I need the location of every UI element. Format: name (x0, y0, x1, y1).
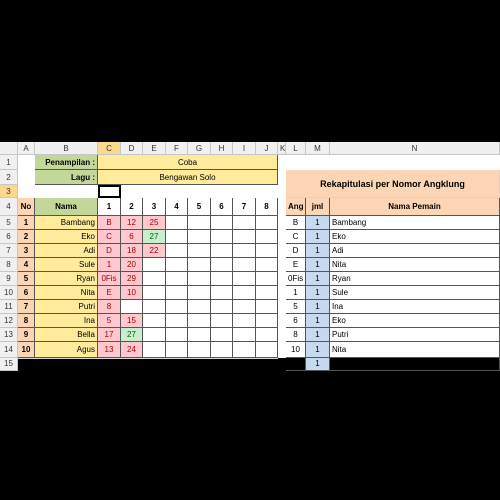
player-name[interactable]: Bambang (35, 216, 98, 230)
empty-cell[interactable] (256, 358, 278, 359)
column-header-k[interactable]: K (280, 144, 286, 153)
angklung-cell[interactable]: B (98, 216, 121, 230)
angklung-cell[interactable] (256, 216, 278, 230)
angklung-cell[interactable] (256, 258, 278, 272)
angklung-cell[interactable] (211, 286, 233, 300)
angklung-cell[interactable] (256, 300, 278, 314)
angklung-cell[interactable]: 25 (143, 216, 166, 230)
empty-cell[interactable] (233, 358, 256, 359)
player-name[interactable]: Eko (35, 230, 98, 244)
header-nama: Nama (35, 198, 98, 216)
recap-jml[interactable]: 1 (306, 328, 330, 342)
recap-ang[interactable]: D (286, 244, 306, 258)
recap-header-nama: Nama Pemain (330, 198, 500, 216)
lagu-value[interactable]: Bengawan Solo (98, 170, 278, 185)
row-no: 8 (18, 314, 35, 328)
header-angklung-1: 1 (98, 198, 121, 216)
angklung-cell[interactable] (166, 342, 188, 358)
row-header-2[interactable]: 2 (0, 170, 18, 185)
angklung-cell[interactable] (166, 286, 188, 300)
angklung-cell[interactable]: 15 (121, 314, 143, 328)
recap-jml[interactable]: 1 (306, 244, 330, 258)
angklung-cell[interactable] (211, 328, 233, 342)
row-header-1[interactable]: 1 (0, 155, 18, 170)
angklung-cell[interactable] (211, 342, 233, 358)
player-name[interactable]: Ina (35, 314, 98, 328)
angklung-cell[interactable]: 6 (121, 230, 143, 244)
angklung-cell[interactable] (211, 216, 233, 230)
angklung-cell[interactable] (188, 286, 211, 300)
angklung-cell[interactable] (166, 230, 188, 244)
recap-nama[interactable]: Sule (330, 286, 500, 300)
angklung-cell[interactable] (166, 314, 188, 328)
player-name[interactable]: Bella (35, 328, 98, 342)
angklung-cell[interactable] (188, 314, 211, 328)
recap-header-ang: Ang (286, 198, 306, 216)
column-header-n[interactable]: N (330, 142, 500, 155)
row-header-13[interactable]: 13 (0, 328, 18, 342)
recap-jml[interactable]: 1 (306, 216, 330, 230)
angklung-cell[interactable] (256, 244, 278, 258)
angklung-cell[interactable]: 10 (121, 286, 143, 300)
angklung-cell[interactable] (143, 314, 166, 328)
header-angklung-6: 6 (211, 198, 233, 216)
recap-ang[interactable]: 1 (286, 286, 306, 300)
player-name[interactable]: Ryan (35, 272, 98, 286)
angklung-cell[interactable] (188, 342, 211, 358)
row-header-15[interactable]: 15 (0, 358, 18, 371)
recap-jml[interactable]: 1 (306, 358, 330, 371)
recap-ang[interactable]: 8 (286, 328, 306, 342)
lagu-label: Lagu : (35, 170, 98, 185)
angklung-cell[interactable] (256, 328, 278, 342)
angklung-cell[interactable] (188, 230, 211, 244)
column-header-a[interactable]: A (18, 142, 35, 155)
recap-nama[interactable]: Nita (330, 342, 500, 358)
row-no: 4 (18, 258, 35, 272)
angklung-cell[interactable]: 24 (121, 342, 143, 358)
angklung-cell[interactable]: 18 (121, 244, 143, 258)
angklung-cell[interactable] (188, 216, 211, 230)
angklung-cell[interactable] (143, 272, 166, 286)
column-header-l[interactable]: L (286, 142, 306, 155)
angklung-cell[interactable]: 5 (98, 314, 121, 328)
angklung-cell[interactable]: 12 (121, 216, 143, 230)
recap-ang[interactable]: B (286, 216, 306, 230)
angklung-cell[interactable] (256, 272, 278, 286)
angklung-cell[interactable] (211, 314, 233, 328)
select-all-corner[interactable] (0, 142, 18, 155)
angklung-cell[interactable] (211, 230, 233, 244)
header-angklung-5: 5 (188, 198, 211, 216)
recap-nama[interactable]: Eko (330, 314, 500, 328)
angklung-cell[interactable] (256, 230, 278, 244)
angklung-cell[interactable]: 22 (143, 244, 166, 258)
angklung-cell[interactable] (143, 300, 166, 314)
recap-ang[interactable]: C (286, 230, 306, 244)
player-name[interactable]: Putri (35, 300, 98, 314)
recap-jml[interactable]: 1 (306, 314, 330, 328)
recap-ang[interactable]: 10 (286, 342, 306, 358)
recap-ang[interactable]: E (286, 258, 306, 272)
angklung-cell[interactable] (166, 300, 188, 314)
angklung-cell[interactable] (233, 328, 256, 342)
angklung-cell[interactable]: 29 (121, 272, 143, 286)
header-angklung-4: 4 (166, 198, 188, 216)
angklung-cell[interactable] (233, 216, 256, 230)
angklung-cell[interactable] (166, 216, 188, 230)
row-no: 9 (18, 328, 35, 342)
row-header-6[interactable]: 6 (0, 230, 18, 244)
header-angklung-3: 3 (143, 198, 166, 216)
row-header-10[interactable]: 10 (0, 286, 18, 300)
row-header-4[interactable]: 4 (0, 198, 18, 216)
empty-cell[interactable] (188, 358, 211, 359)
header-angklung-2: 2 (121, 198, 143, 216)
recap-ang[interactable]: 0Fis (286, 272, 306, 286)
recap-nama[interactable]: Putri (330, 328, 500, 342)
angklung-cell[interactable]: C (98, 230, 121, 244)
row-header-3[interactable]: 3 (0, 185, 18, 198)
recap-nama[interactable]: Adi (330, 244, 500, 258)
empty-cell[interactable] (211, 358, 233, 359)
angklung-cell[interactable] (166, 272, 188, 286)
empty-cell[interactable] (166, 358, 188, 359)
angklung-cell[interactable] (233, 244, 256, 258)
recap-jml[interactable]: 1 (306, 230, 330, 244)
player-name[interactable]: Nita (35, 286, 98, 300)
recap-jml[interactable]: 1 (306, 300, 330, 314)
row-no: 2 (18, 230, 35, 244)
row-no: 10 (18, 342, 35, 358)
empty-cell[interactable] (18, 358, 35, 359)
angklung-cell[interactable] (143, 342, 166, 358)
empty-cell[interactable] (143, 358, 166, 359)
column-header-f[interactable]: F (166, 142, 188, 155)
row-header-7[interactable]: 7 (0, 244, 18, 258)
row-no: 1 (18, 216, 35, 230)
recap-ang[interactable]: 5 (286, 300, 306, 314)
angklung-cell[interactable] (233, 300, 256, 314)
row-header-14[interactable]: 14 (0, 342, 18, 358)
angklung-cell[interactable] (188, 328, 211, 342)
recap-header-jml: jml (306, 198, 330, 216)
recap-nama[interactable]: Nita (330, 258, 500, 272)
row-no: 6 (18, 286, 35, 300)
angklung-cell[interactable]: 27 (121, 328, 143, 342)
empty-cell[interactable] (98, 358, 121, 359)
angklung-cell[interactable] (233, 272, 256, 286)
angklung-cell[interactable]: E (98, 286, 121, 300)
recap-nama[interactable]: Ryan (330, 272, 500, 286)
player-name[interactable]: Sule (35, 258, 98, 272)
angklung-cell[interactable] (143, 258, 166, 272)
header-angklung-8: 8 (256, 198, 278, 216)
empty-cell[interactable] (121, 358, 143, 359)
angklung-cell[interactable] (166, 328, 188, 342)
active-cell-c3[interactable] (98, 185, 121, 198)
angklung-cell[interactable]: 0Fis (98, 272, 121, 286)
empty-cell[interactable] (35, 358, 98, 359)
column-header-b[interactable]: B (35, 142, 98, 155)
angklung-cell[interactable] (256, 342, 278, 358)
column-header-e[interactable]: E (143, 142, 166, 155)
recap-jml[interactable]: 1 (306, 272, 330, 286)
row-no: 5 (18, 272, 35, 286)
row-header-12[interactable]: 12 (0, 314, 18, 328)
recap-nama[interactable]: Ina (330, 300, 500, 314)
recap-jml[interactable]: 1 (306, 286, 330, 300)
recap-nama[interactable]: Bambang (330, 216, 500, 230)
column-header-d[interactable]: D (121, 142, 143, 155)
spreadsheet-grid[interactable] (0, 142, 500, 368)
penampilan-value[interactable]: Coba (98, 155, 278, 170)
player-name[interactable]: Adi (35, 244, 98, 258)
column-header-i[interactable]: I (233, 142, 256, 155)
angklung-cell[interactable] (233, 230, 256, 244)
angklung-cell[interactable] (211, 258, 233, 272)
penampilan-label: Penampilan : (35, 155, 98, 170)
column-header-h[interactable]: H (211, 142, 233, 155)
angklung-cell[interactable] (166, 244, 188, 258)
angklung-cell[interactable] (211, 244, 233, 258)
row-header-5[interactable]: 5 (0, 216, 18, 230)
angklung-cell[interactable] (233, 258, 256, 272)
column-header-c[interactable]: C (98, 142, 121, 155)
angklung-cell[interactable]: 20 (121, 258, 143, 272)
recap-title: Rekapitulasi per Nomor Angklung (286, 170, 500, 198)
column-header-m[interactable]: M (306, 142, 330, 155)
header-angklung-7: 7 (233, 198, 256, 216)
angklung-cell[interactable] (188, 300, 211, 314)
angklung-cell[interactable] (143, 286, 166, 300)
angklung-cell[interactable] (256, 286, 278, 300)
player-name[interactable]: Agus (35, 342, 98, 358)
recap-nama[interactable]: Bambang (330, 358, 500, 371)
angklung-cell[interactable]: D (98, 244, 121, 258)
angklung-cell[interactable] (143, 328, 166, 342)
angklung-cell[interactable]: 17 (98, 328, 121, 342)
header-no: No (18, 198, 35, 216)
angklung-cell[interactable]: 13 (98, 342, 121, 358)
angklung-cell[interactable] (166, 258, 188, 272)
angklung-cell[interactable] (188, 244, 211, 258)
row-no: 3 (18, 244, 35, 258)
recap-nama[interactable]: Eko (330, 230, 500, 244)
angklung-cell[interactable]: 8 (98, 300, 121, 314)
recap-ang[interactable]: 12 (286, 358, 306, 371)
recap-jml[interactable]: 1 (306, 342, 330, 358)
angklung-cell[interactable] (211, 300, 233, 314)
angklung-cell[interactable] (256, 314, 278, 328)
angklung-cell[interactable] (121, 300, 143, 314)
row-header-9[interactable]: 9 (0, 272, 18, 286)
row-no: 7 (18, 300, 35, 314)
angklung-cell[interactable]: 1 (98, 258, 121, 272)
angklung-cell[interactable] (233, 286, 256, 300)
recap-jml[interactable]: 1 (306, 258, 330, 272)
angklung-cell[interactable] (233, 314, 256, 328)
angklung-cell[interactable] (233, 342, 256, 358)
column-header-g[interactable]: G (188, 142, 211, 155)
column-header-j[interactable]: J (256, 142, 278, 155)
row-header-11[interactable]: 11 (0, 300, 18, 314)
row-header-8[interactable]: 8 (0, 258, 18, 272)
angklung-cell[interactable] (211, 272, 233, 286)
angklung-cell[interactable] (188, 258, 211, 272)
recap-ang[interactable]: 6 (286, 314, 306, 328)
angklung-cell[interactable]: 27 (143, 230, 166, 244)
angklung-cell[interactable] (188, 272, 211, 286)
